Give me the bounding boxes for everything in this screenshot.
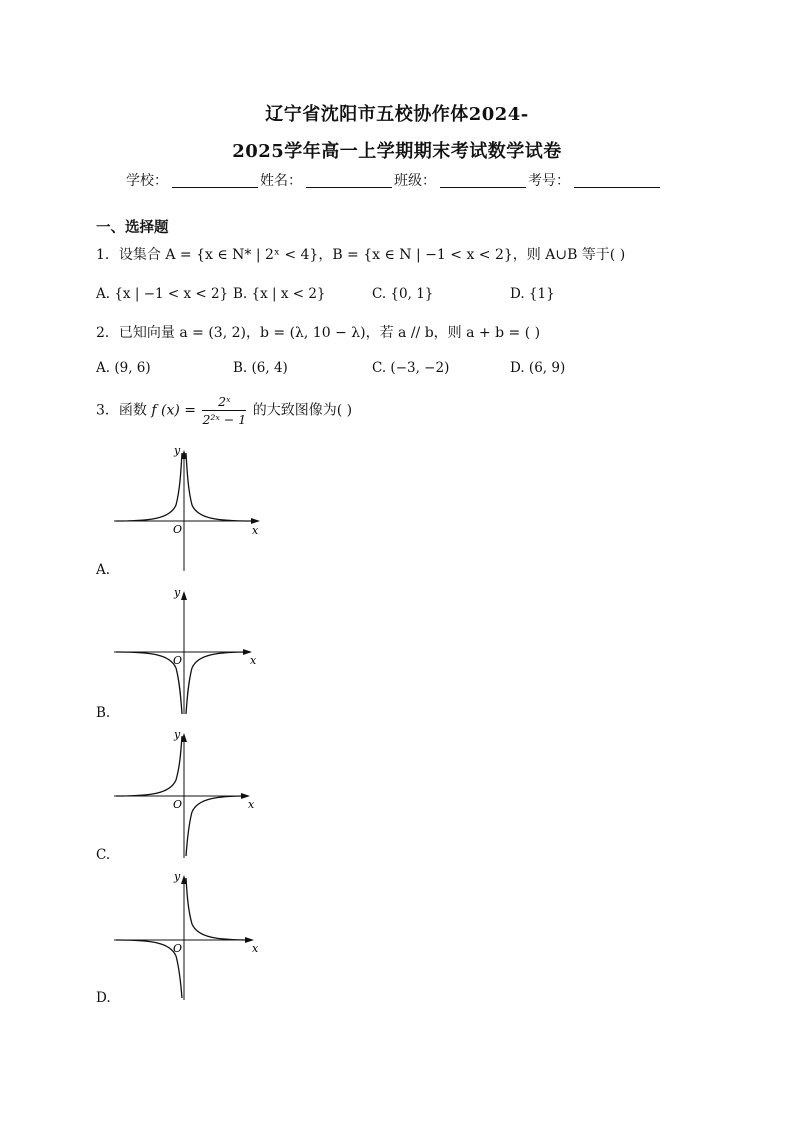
curve-right	[186, 652, 250, 714]
question-2-stem: 2．已知向量 a = (3, 2)，b = (λ, 10 − λ)，若 a // b，则 a + b = ( )	[96, 325, 541, 341]
q3-prefix: 3．函数	[96, 402, 147, 419]
origin-label: O	[173, 798, 183, 811]
q3-denominator: 2²ˣ − 1	[202, 412, 247, 427]
q2-option-a[interactable]: A. (9, 6)	[96, 360, 151, 376]
x-label: x	[248, 798, 255, 811]
q3-option-a-label[interactable]: A.	[96, 562, 111, 578]
title-line-2: 2025学年高一上学期期末考试数学试卷	[232, 141, 562, 162]
q3-fraction	[202, 394, 246, 427]
x-label: x	[252, 942, 259, 955]
q1-option-b[interactable]: B. {x | x < 2}	[233, 286, 326, 302]
q2-option-c[interactable]: C. (−3, −2)	[372, 360, 450, 376]
name-label: 姓名：	[260, 173, 302, 189]
graph-d[interactable]	[110, 870, 270, 1002]
origin-label: O	[173, 523, 183, 536]
q3-option-d-label[interactable]: D.	[96, 990, 111, 1006]
x-label: x	[252, 524, 259, 537]
y-label: y	[174, 586, 181, 599]
y-axis-arrow	[181, 591, 187, 600]
graph-b[interactable]	[110, 586, 270, 716]
title-line-1: 辽宁省沈阳市五校协作体2024-	[265, 104, 529, 125]
q3-suffix: 的大致图像为( )	[252, 402, 353, 419]
question-3-stem	[96, 394, 352, 427]
origin-label: O	[173, 942, 183, 955]
exam-number-field[interactable]	[574, 173, 660, 188]
exam-number-label: 考号：	[528, 173, 570, 189]
q1-option-c[interactable]: C. {0, 1}	[372, 286, 434, 302]
q1-option-a[interactable]: A. {x | −1 < x < 2}	[96, 286, 229, 302]
graph-c[interactable]	[110, 728, 270, 860]
curve-right	[186, 453, 252, 521]
class-label: 班级：	[394, 173, 436, 189]
student-info-row	[126, 170, 662, 190]
q3-numerator: 2ˣ	[202, 394, 246, 411]
q3-option-c-label[interactable]: C.	[96, 847, 111, 863]
curve-right	[186, 878, 252, 940]
q2-option-d[interactable]: D. (6, 9)	[510, 360, 566, 376]
name-field[interactable]	[306, 173, 392, 188]
class-field[interactable]	[440, 173, 526, 188]
y-label: y	[174, 728, 181, 741]
q3-function-name: f (x) =	[151, 402, 197, 419]
origin-label: O	[173, 654, 183, 667]
section-heading: 一、选择题	[96, 219, 169, 236]
y-label: y	[174, 445, 181, 457]
curve-left	[116, 736, 182, 796]
question-1-stem: 1．设集合 A = {x ∈ N* | 2ˣ < 4}，B = {x ∈ N | −1 < x < 2}，则 A∪B 等于( )	[96, 247, 626, 263]
x-label: x	[250, 654, 257, 667]
curve-left	[116, 453, 182, 521]
graph-a[interactable]	[110, 445, 270, 575]
q2-option-b[interactable]: B. (6, 4)	[233, 360, 288, 376]
school-field[interactable]	[172, 173, 258, 188]
school-label: 学校：	[126, 173, 168, 189]
q1-option-d[interactable]: D. {1}	[510, 286, 555, 302]
y-label: y	[174, 870, 181, 883]
q3-option-b-label[interactable]: B.	[96, 705, 111, 721]
curve-right	[186, 796, 248, 856]
